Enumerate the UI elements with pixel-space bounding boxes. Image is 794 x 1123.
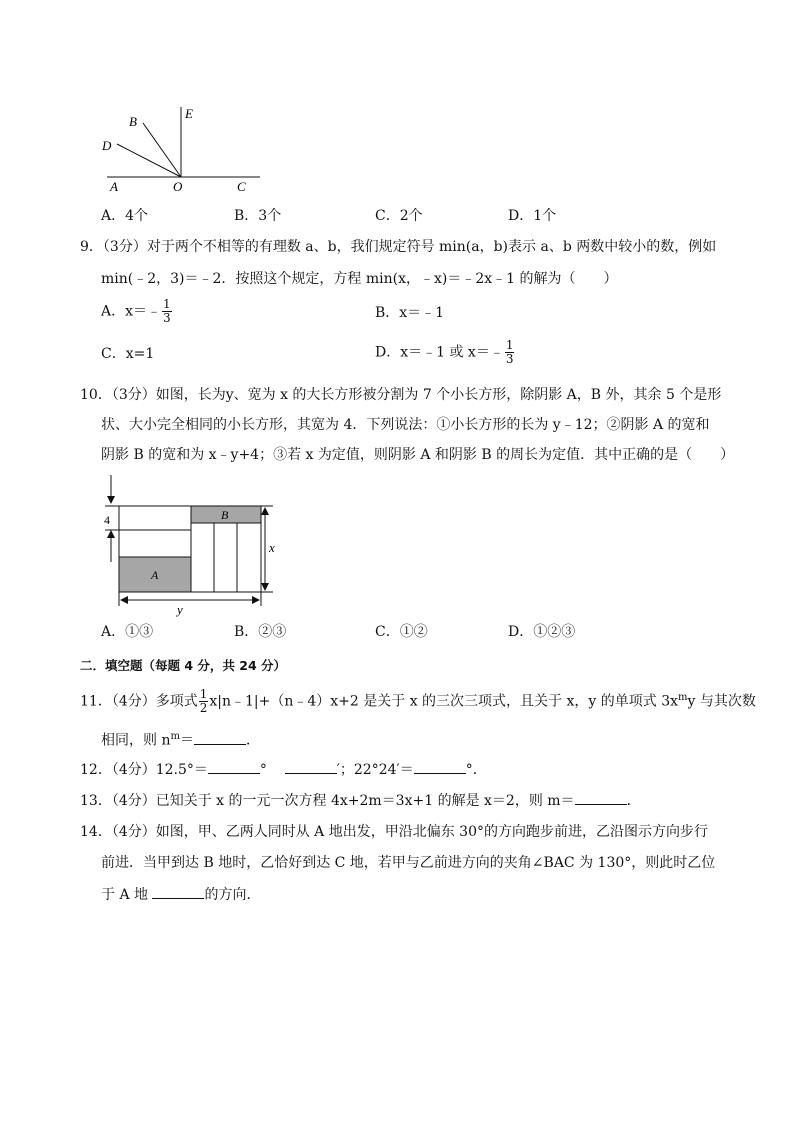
fraction-numerator: 1: [199, 687, 208, 702]
q11-line2-end: ．: [245, 732, 260, 749]
fraction-denominator: 2: [199, 701, 208, 716]
q12-blank-minutes[interactable]: [285, 759, 337, 774]
label-x: x: [269, 540, 275, 555]
label-C: C: [237, 179, 246, 194]
q11-line2-superscript: m: [170, 731, 180, 742]
label-4: 4: [104, 513, 110, 527]
q14-answer-blank[interactable]: [152, 884, 204, 899]
q11-line2-equals: ＝: [179, 732, 194, 749]
q11-line2-prefix: 相同，则 n: [101, 732, 171, 749]
q10-line-3: 阴影 B 的宽和为 x﹣y+4；③若 x 为定值，则阴影 A 和阴影 B 的周长为定值．其中正确的是（ ）: [101, 447, 735, 463]
q14-line3-suffix: 的方向．: [204, 887, 261, 903]
arrow-head-up: [107, 530, 115, 538]
q8-option-b[interactable]: B．3个: [234, 208, 282, 224]
q13-end: ．: [626, 793, 641, 809]
label-B: B: [221, 508, 229, 522]
q11-answer-blank[interactable]: [194, 730, 246, 745]
q10-option-a[interactable]: A．①③: [101, 624, 154, 640]
fraction-numerator: 1: [163, 297, 171, 311]
q10-line-1: 10．（3分）如图，长为y、宽为 x 的大长方形被分割为 7 个小长方形，除阴影 A，B 外，其余 5 个是形: [80, 387, 722, 403]
q12-prefix: 12．（4分）12.5°＝: [80, 762, 208, 778]
y-arrow-right: [252, 596, 260, 604]
x-arrow-top: [261, 507, 269, 515]
q12-line: [80, 759, 487, 780]
fraction-denominator: 3: [505, 352, 514, 366]
y-arrow-left: [120, 596, 128, 604]
q8-angle-figure: [95, 100, 265, 195]
q12-blank-degrees[interactable]: [208, 759, 260, 774]
q12-unit-minute: ′；22°24′＝: [336, 762, 414, 778]
q11-suffix: y 与其次数: [687, 693, 756, 710]
ray-OD: [117, 144, 181, 177]
label-A: A: [151, 568, 159, 582]
q14-line-2: 前进．当甲到达 B 地时，乙恰好到达 C 地，若甲与乙前进方向的夹角∠BAC 为 130°，则此时乙位: [101, 855, 716, 871]
q12-blank-decimal[interactable]: [414, 759, 466, 774]
fraction-denominator: 3: [163, 311, 171, 325]
q10-option-d[interactable]: D．①②③: [508, 624, 576, 640]
q11-line-1: [80, 688, 756, 715]
q11-superscript-m: m: [678, 692, 688, 703]
section-2-title: 二．填空题（每题 4 分，共 24 分）: [80, 658, 287, 673]
q8-option-d[interactable]: D．1个: [508, 208, 557, 224]
q13-text: 13．（4分）已知关于 x 的一元一次方程 4x+2m＝3x+1 的解是 x＝2，则 m＝: [80, 793, 575, 809]
q9-option-c[interactable]: C．x=1: [101, 346, 155, 362]
q10-option-c[interactable]: C．①②: [375, 624, 428, 640]
q9-option-d[interactable]: [375, 339, 515, 366]
q9-line-2: min(﹣2，3)＝﹣2．按照这个规定，方程 min(x，﹣x)＝﹣2x﹣1 的解为（ ）: [101, 271, 618, 287]
x-arrow-bottom: [261, 583, 269, 591]
q14-line3-prefix: 于 A 地: [101, 887, 149, 903]
q14-line-1: 14．（4分）如图，甲、乙两人同时从 A 地出发，甲沿北偏东 30°的方向跑步前进，乙沿图示方向步行: [80, 824, 708, 840]
q10-option-b[interactable]: B．②③: [234, 624, 287, 640]
label-B: B: [129, 114, 137, 129]
q14-line-3: [101, 884, 260, 905]
q13-answer-blank[interactable]: [575, 790, 627, 805]
q9-option-d-fraction: [505, 339, 515, 366]
q8-option-c[interactable]: C．2个: [375, 208, 423, 224]
q10-rectangle-figure: [95, 472, 285, 617]
q12-unit-end: °．: [465, 762, 487, 778]
q10-line-2: 状、大小完全相同的小长方形，其宽为 4．下列说法：①小长方形的长为 y﹣12；②阴影 A 的宽和: [101, 417, 710, 433]
q11-line-2: [101, 727, 260, 751]
q11-prefix: 11．（4分）多项式: [80, 693, 198, 710]
q9-option-a-text: A．x＝﹣: [101, 303, 162, 320]
q13-line: [80, 790, 641, 811]
arrow-head-down: [107, 496, 115, 504]
label-y: y: [177, 602, 183, 617]
q9-option-d-text: D．x＝﹣1 或 x＝﹣: [375, 344, 504, 361]
q9-line-1: 9．（3分）对于两个不相等的有理数 a、b，我们规定符号 min(a，b)表示 a、b 两数中较小的数，例如: [80, 239, 717, 255]
q8-option-a[interactable]: A．4个: [101, 208, 149, 224]
q11-fraction: [199, 688, 209, 715]
ray-OB: [143, 123, 181, 177]
label-D: D: [102, 138, 112, 153]
fraction-numerator: 1: [505, 338, 514, 352]
q9-option-a-fraction: [162, 298, 172, 325]
label-E: E: [185, 106, 193, 121]
q11-middle: x|n﹣1|+（n﹣4）x+2 是关于 x 的三次三项式，且关于 x，y 的单项式 3x: [209, 693, 679, 710]
q12-unit-degree: °: [259, 762, 267, 778]
q9-option-b[interactable]: B．x＝﹣1: [375, 305, 445, 321]
q9-option-a[interactable]: [101, 298, 173, 325]
label-O: O: [173, 179, 183, 194]
label-A: A: [110, 179, 118, 194]
